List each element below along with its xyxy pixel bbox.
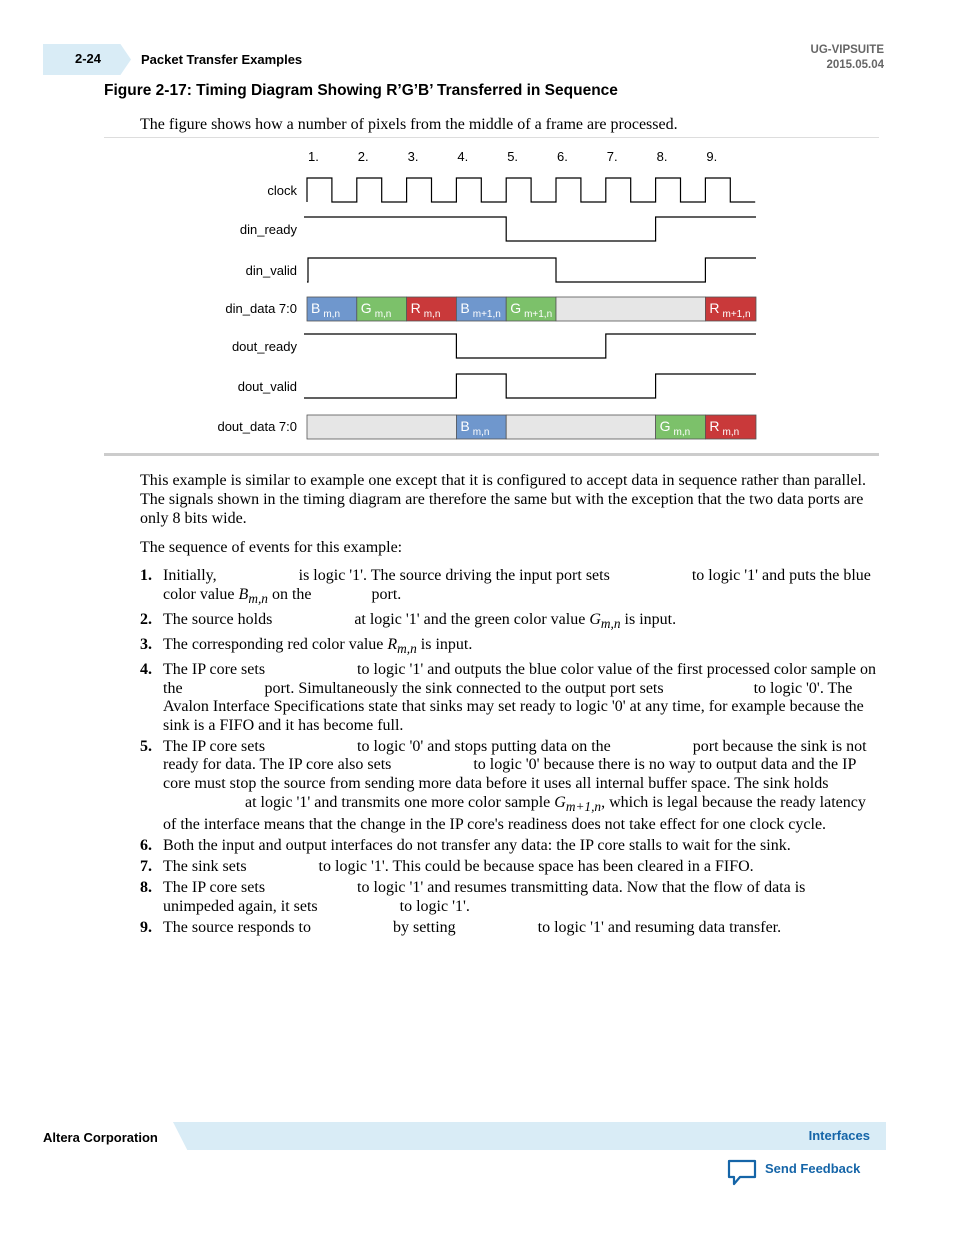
figure-bottom-rule [104, 453, 879, 456]
din-valid-wave [307, 258, 756, 282]
cycle-marker: 3. [407, 149, 419, 164]
cycle-marker: 4. [457, 149, 469, 164]
doc-info [811, 43, 884, 73]
cycle-marker: 7. [606, 149, 618, 164]
dout-ready-wave [304, 334, 756, 358]
event-list [140, 567, 880, 940]
section-title: Packet Transfer Examples [141, 52, 303, 67]
send-feedback-link[interactable]: Send Feedback [765, 1161, 861, 1176]
cycle-marker: 2. [357, 149, 369, 164]
paragraph-sequence: The sequence of events for this example: [140, 539, 403, 556]
cycle-marker: 8. [656, 149, 668, 164]
idle-cell [307, 415, 456, 439]
list-item: 8. The IP core sets to logic '1' and resumes transmitting data. Now that the flow of data is unimpeded again, it sets to logic '1'. [140, 879, 806, 915]
signal-label: din_data 7:0 [225, 301, 297, 316]
clock-wave [307, 178, 755, 202]
data-cell-label: R $_{m,n}$ [709, 418, 740, 438]
cycle-marker: 1. [308, 149, 319, 164]
data-cell-label: R $_{m+1,n}$ [709, 300, 751, 320]
cycle-marker: 5. [507, 149, 519, 164]
figure-intro: The figure shows how a number of pixels from the middle of a frame are processed. [140, 116, 678, 133]
cycle-markers [308, 149, 717, 164]
signal-label: din_valid [245, 263, 297, 278]
footer-band [173, 1122, 886, 1150]
data-cells [307, 297, 756, 439]
data-cell-label: G $_{m,n}$ [360, 300, 392, 320]
din-ready-wave [304, 217, 756, 241]
cycle-marker: 6. [557, 149, 568, 164]
chapter-link[interactable]: Interfaces [808, 1128, 870, 1143]
doc-date: 2015.05.04 [826, 59, 884, 71]
list-item: 9. The source responds to by setting to logic '1' and resuming data transfer. [140, 918, 782, 936]
list-item: 4. The IP core sets to logic '1' and outputs the blue color value of the first processed color sample on the port. Simultaneously the sink connected to the output port sets to logic '0'. The Avalon Interface Specifications state that sinks may set ready to logic '0' at any time, for example because the sink is a FIFO and it has become full. [140, 661, 877, 734]
figure-top-rule [104, 137, 879, 138]
dout-valid-wave [304, 374, 756, 398]
list-item: 5. The IP core sets to logic '0' and stops putting data on the port because the sink is not ready for data. The IP core also sets to logic '0' because there is no way to output data and the IP core must stop the source from sending more data before it uses all internal buffer space. The sink holdsat logic '1' and transmits one more color sample $G_{m+1,n}$, which is legal because the ready latency of the interface means that the change in the IP core's readiness does not take effect for one clock cycle. [140, 737, 867, 834]
paragraph-intro: This example is similar to example one except that it is configured to accept data in sequence rather than parallel. The signals shown in the timing diagram are therefore the same but with the exception that the two data ports are only 8 bits wide. [140, 472, 866, 527]
data-cell-label: G $_{m+1,n}$ [510, 300, 553, 320]
data-cell-label: R $_{m,n}$ [410, 300, 441, 320]
signal-label: dout_ready [231, 339, 297, 354]
signal-label: din_ready [239, 222, 297, 237]
data-cell-label: B $_{m,n}$ [460, 418, 490, 438]
figure-title: Figure 2-17: Timing Diagram Showing R’G’B’ Transferred in Sequence [104, 82, 618, 99]
signal-label: clock [267, 183, 297, 198]
data-cell-label: G $_{m,n}$ [659, 418, 691, 438]
idle-cell [506, 415, 655, 439]
list-item: 2. The source holds at logic '1' and the green color value $G_{m,n}$ is input. [140, 610, 677, 631]
doc-id: UG-VIPSUITE [810, 44, 884, 56]
signal-label: dout_data 7:0 [217, 419, 297, 434]
page-number: 2-24 [75, 51, 102, 66]
company-name: Altera Corporation [43, 1130, 158, 1145]
list-item: 7. The sink sets to logic '1'. This could be because space has been cleared in a FIFO. [140, 858, 754, 876]
waveforms [304, 178, 756, 398]
signal-labels [217, 183, 297, 434]
list-item: 6. Both the input and output interfaces do not transfer any data: the IP core stalls to wait for the sink. [140, 837, 791, 855]
list-item: 3. The corresponding red color value $R_{m,n}$ is input. [140, 635, 473, 657]
idle-cell [556, 297, 705, 321]
data-cell-label: B $_{m,n}$ [311, 300, 341, 320]
cycle-marker: 9. [706, 149, 718, 164]
feedback-icon[interactable] [726, 1158, 758, 1188]
timing-diagram [200, 140, 780, 445]
signal-label: dout_valid [237, 379, 297, 394]
list-item: 1. Initially, is logic '1'. The source driving the input port sets to logic '1' and puts the blue color value $B_{m,n}$ on the port. [140, 567, 871, 606]
data-cell-label: B $_{m+1,n}$ [460, 300, 501, 320]
